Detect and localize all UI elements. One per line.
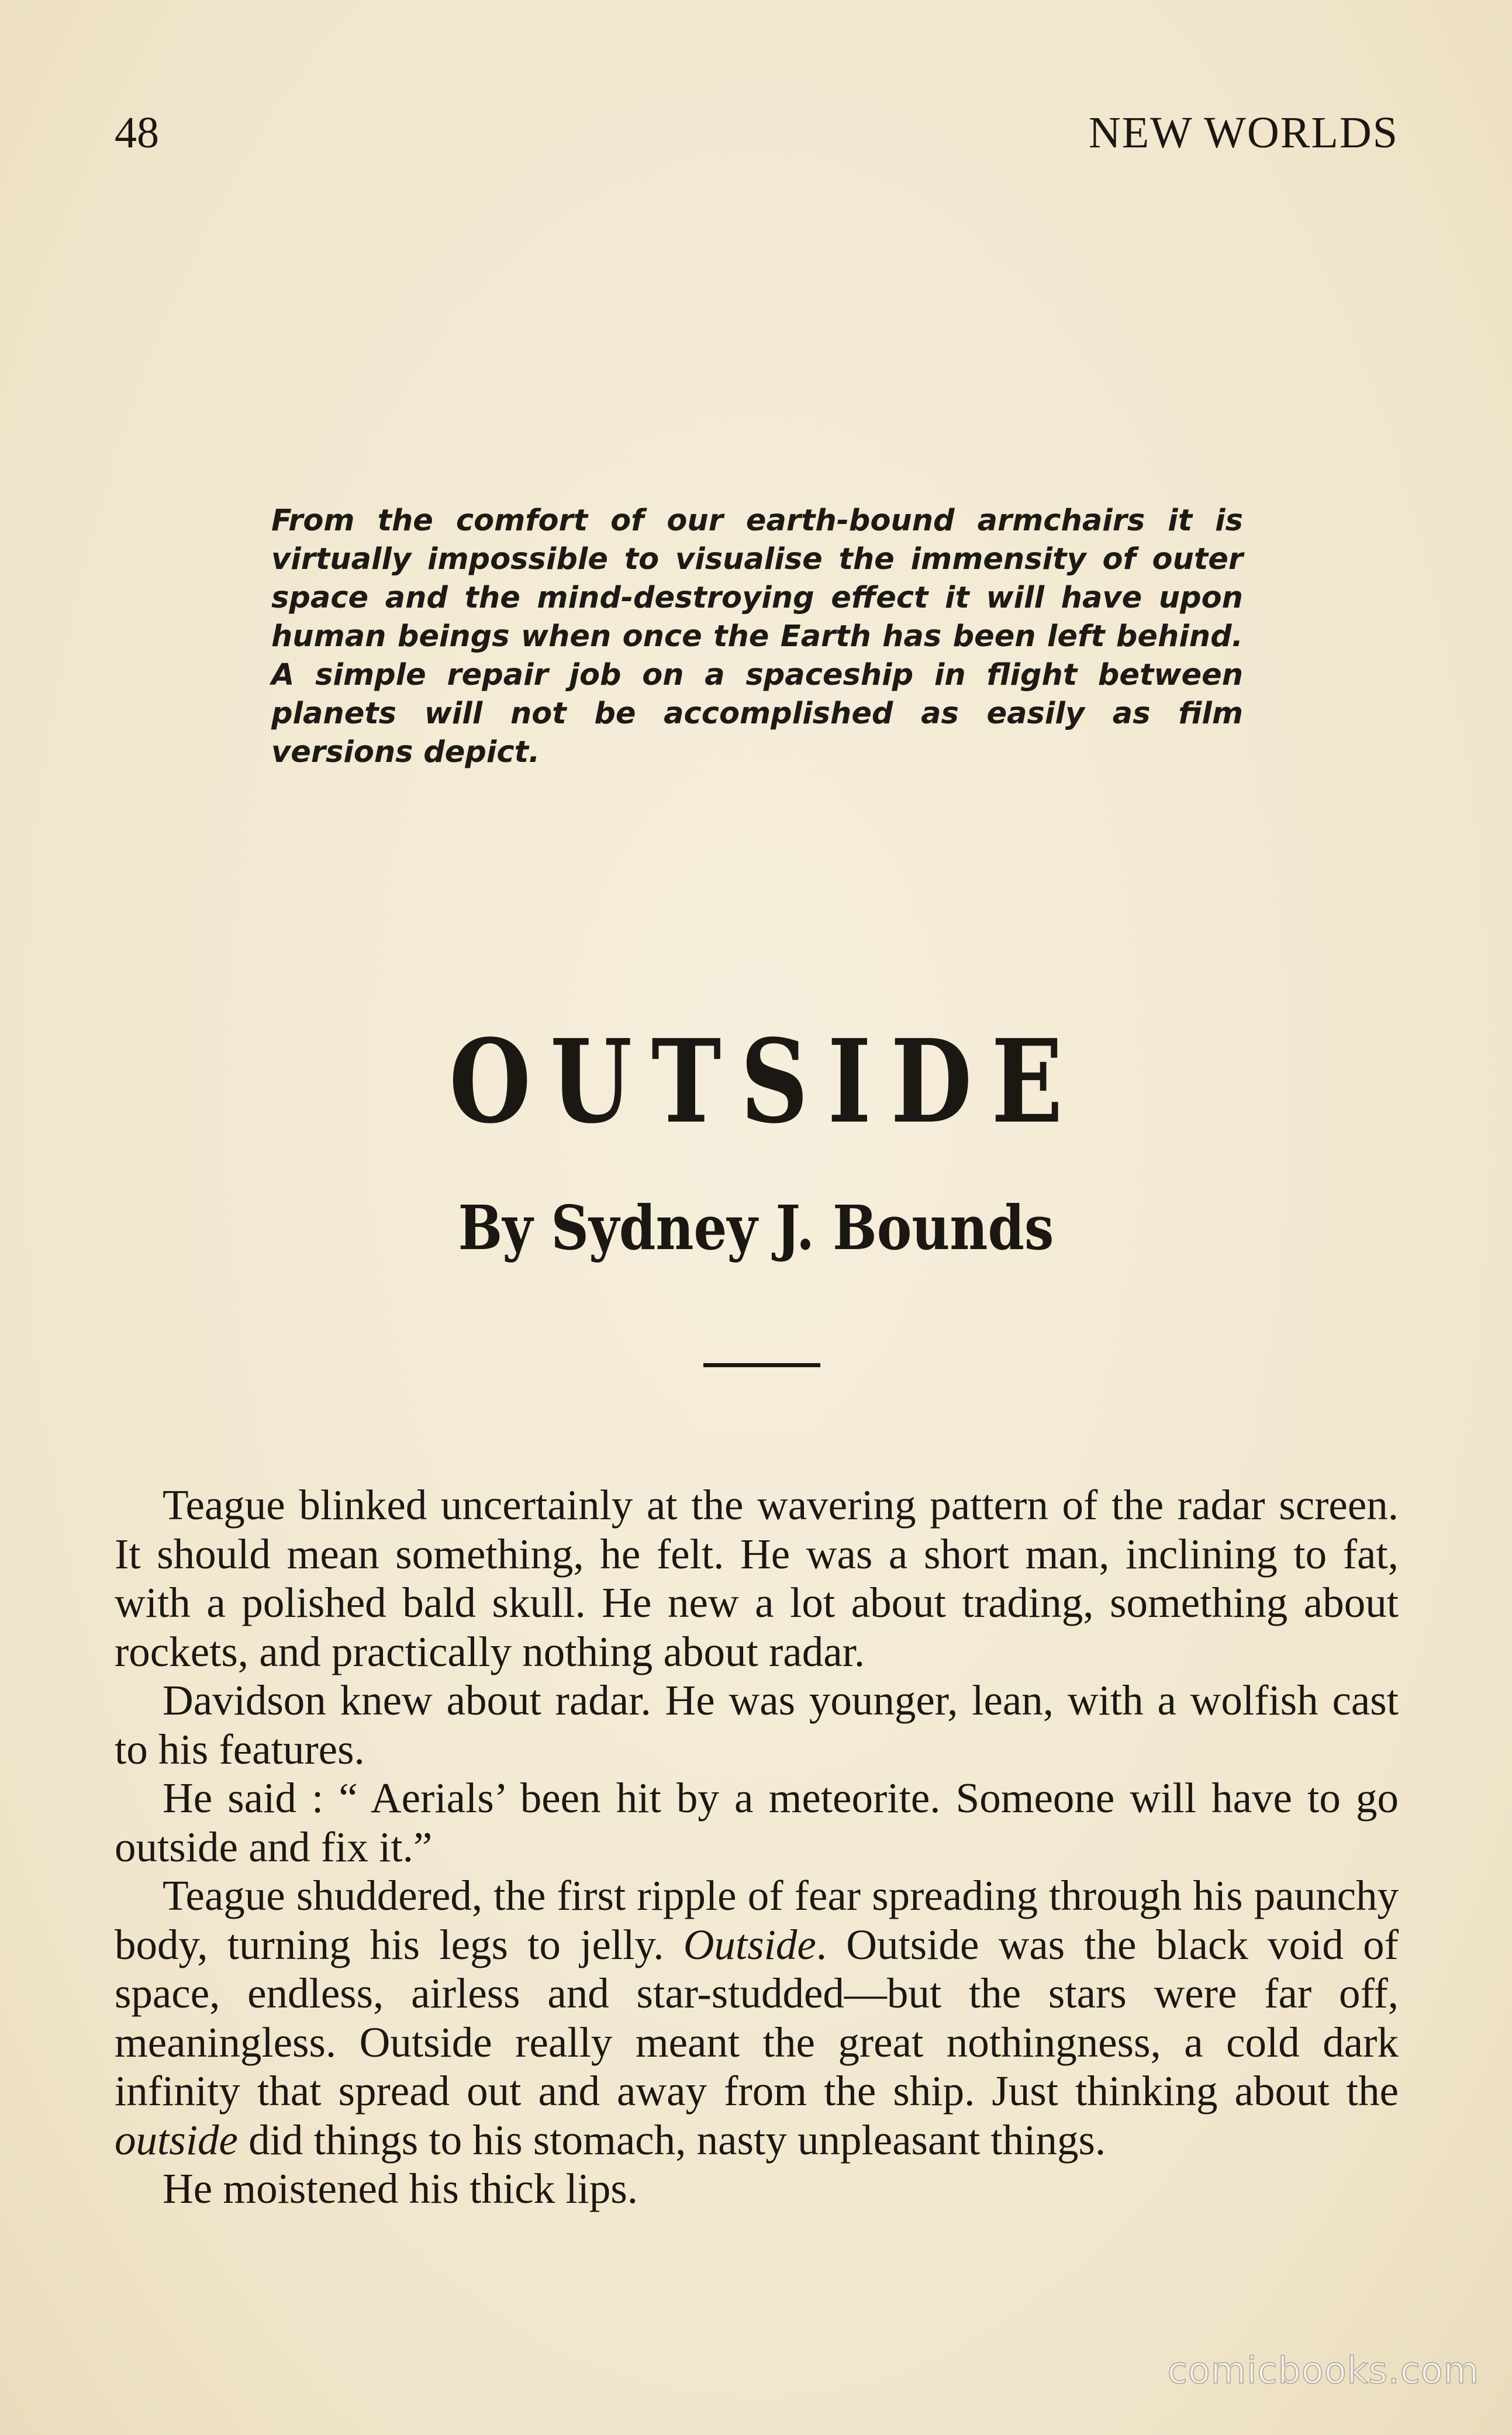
paragraph: He said : “ Aerials’ been hit by a meteorite. Someone will have to go outside and fix it.” [115, 1774, 1399, 1871]
emphasis-text: Outside [683, 1920, 816, 1968]
page-number: 48 [115, 108, 159, 157]
paragraph-text: did things to his stomach, nasty unpleasant things. [237, 2116, 1106, 2164]
magazine-title: NEW WORLDS [1088, 108, 1399, 157]
paragraph [115, 1871, 1399, 2164]
paragraph: Davidson knew about radar. He was younger, lean, with a wolfish cast to his features. [115, 1677, 1399, 1773]
story-byline: By Sydney J. Bounds [458, 1192, 1054, 1264]
story-body [115, 1481, 1399, 2213]
running-head [115, 106, 1399, 159]
story-blurb: From the comfort of our earth-bound armchairs it is virtually impossible to visualise the immensity of outer space and the mind-destroying effect it will have upon human beings when once the Earth has been left behind. A simple repair job on a spaceship in flight between planets will not be accomplished as easily as film versions depict. [271, 503, 1243, 770]
emphasis-text: outside [115, 2116, 238, 2164]
paragraph: He moistened his thick lips. [163, 2165, 638, 2212]
watermark: comicbooks.com [1167, 2349, 1479, 2392]
section-rule [703, 1363, 820, 1367]
paragraph-text: Teague shuddered, the first ripple of fear spreading through his paunchy body, turning his legs to jelly. [115, 1872, 1399, 1968]
paragraph: Teague blinked uncertainly at the wavering pattern of the radar screen. It should mean something, he felt. He was a short man, inclining to fat, with a polished bald skull. He new a lot about trading, something about rockets, and practically nothing about radar. [115, 1481, 1399, 1675]
paragraph-text: . Outside was the black void of space, endless, airless and star-studded—but the stars were far off, meaningless. Outside really meant the great nothingness, a cold dark infinity that spread out and away from the ship. Just thinking about the [115, 1920, 1399, 2115]
story-title: OUTSIDE [449, 1015, 1082, 1149]
